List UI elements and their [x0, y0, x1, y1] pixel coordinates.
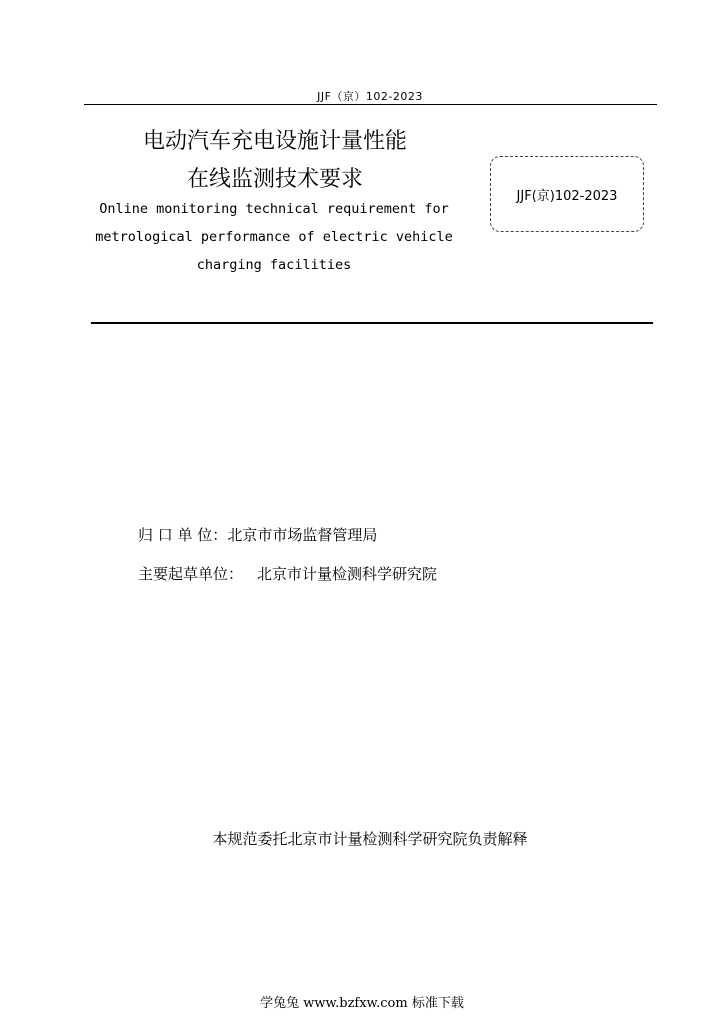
responsible-unit-label: 归 口 单 位： — [138, 526, 228, 544]
header-standard-code: JJF（京）102-2023 — [317, 90, 423, 103]
responsible-unit-row — [138, 525, 377, 545]
standard-code-box — [490, 156, 644, 232]
responsible-unit-value: 北京市市场监督管理局 — [227, 526, 378, 544]
title-chinese-line-2: 在线监测技术要求 — [186, 167, 363, 192]
drafting-unit-row — [138, 564, 437, 584]
drafting-unit-label: 主要起草单位： — [138, 565, 244, 583]
drafting-unit-value: 北京市计量检测科学研究院 — [257, 565, 438, 583]
title-divider — [91, 322, 653, 324]
title-english-line-2: metrological performance of electric vehicle — [95, 229, 453, 245]
standard-code-box-text: JJF(京)102-2023 — [516, 188, 618, 204]
interpretation-statement: 本规范委托北京市计量检测科学研究院负责解释 — [212, 830, 528, 848]
header-divider — [84, 104, 657, 105]
title-english-line-1: Online monitoring technical requirement for — [99, 201, 449, 217]
footer-watermark: 学兔兔 www.bzfxw.com 标准下载 — [260, 996, 464, 1011]
title-chinese-line-1: 电动汽车充电设施计量性能 — [142, 129, 407, 154]
title-english-line-3: charging facilities — [196, 257, 352, 273]
